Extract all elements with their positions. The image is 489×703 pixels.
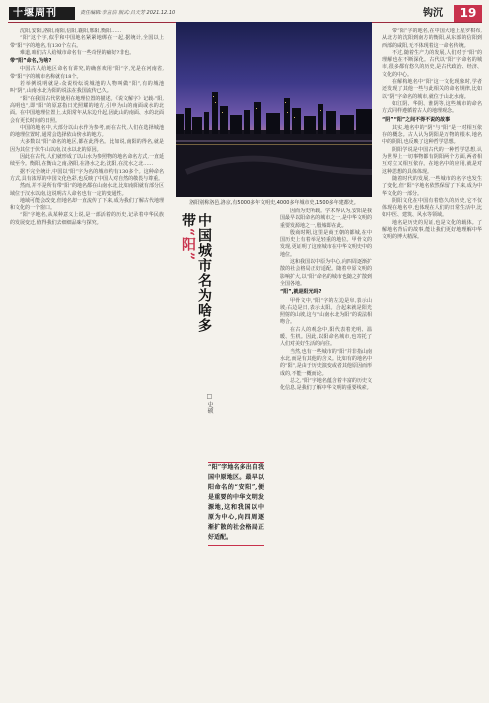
- paragraph: 地域可能会改变,但地名却一直流传了下来,成为我们了解古代地理和文化的一个窗口。: [10, 197, 164, 212]
- paragraph: 中国古人给地区命名有讲究,的确喜欢用“阳”字,光是在河南省,带“阳”字的城市名称就有18个。: [10, 66, 164, 80]
- headline-main: 中国城市名为啥多带: [180, 213, 212, 333]
- masthead: [0, 0, 489, 20]
- paragraph: 如江阴、华阴、淮阴等,这些城市的命名方式同样遵循着古人的地理观念。: [382, 100, 482, 115]
- article-headline: [178, 213, 212, 363]
- paragraph: 然而,并不是所有带“阳”的地名都在山南水北,比如南阳就有部分区域位于汉水以南,这说明古人命名也有一定的变通性。: [10, 183, 164, 197]
- headline-highlight: “阳”: [180, 228, 196, 262]
- subheading: “阴”“阳”之间不得不说的故事: [382, 116, 451, 123]
- paragraph: 随着时代的发展,一些城市的名字也发生了变化,但“阳”字地名依然保留了下来,成为中华文化的一部分。: [382, 175, 482, 197]
- paragraph: “阳”字地名,从某种意义上说,是一部活着的历史,记录着中华民族的发展变迁,值得我们去细细品味与探究。: [10, 212, 164, 226]
- page-number: 19: [454, 5, 482, 22]
- brand-block: [9, 7, 75, 20]
- paragraph: 这和我国以中原为中心,向四周逐渐扩散的社会格局正好适配。随着中原文明的影响扩大,以“阳”命名的城市也随之扩散到全国各地。: [280, 259, 372, 287]
- section-title: 钩沉: [423, 8, 443, 19]
- subheading: “阳”,就是阳光吗?: [280, 289, 322, 296]
- skyline-illustration: [176, 22, 372, 197]
- column-left: [10, 28, 164, 698]
- paragraph: 沈阳,安阳,洛阳,南阳,信阳,襄阳,邢阳,衡阳……: [20, 28, 122, 34]
- editor-credits: 责任编辑:李言信 版式:吕天芳 2021.12.10: [80, 10, 176, 16]
- paragraph: “阳”在我国古代常使用在地理位置的描述。《说文解字》记载:“阳,高明也”,即“阳”的原意指日光照耀的地方,引申为山的南面或水的北面。在中国地理位置上,太阳常年从东边升起,因此山的南面、水的北面会有更长时间的日照。: [10, 95, 164, 124]
- paragraph: 因此在古代,人们就形成了以山水为参照物的地名命名方式,一直延续至今。衡阳,在衡山之南;洛阳,在洛水之北;沈阳,在沈水之北……: [10, 154, 164, 168]
- column-middle: [280, 208, 372, 698]
- paragraph: 带“阳”字的地名,在中国大地上星罗棋布,从北方的沈阳到南方的衡阳,从东部的信阳到西部的咸阳,无不体现着这一命名传统。: [382, 28, 482, 49]
- pull-quote-box: [208, 462, 264, 546]
- brand-title: 十堰周刊: [13, 8, 57, 19]
- paragraph: 其实,地名中的“阴”与“阳”是一对相互依存的概念。古人认为阴阳是万物的根本,地名中的阴阳,也反映了这种哲学思想。: [382, 124, 482, 146]
- pull-quote: “阳”字地名多出自我国中原地区。最早以阳命名的“安阳”,便是重要的中华文明发源地,这和我国以中原为中心,向四周逐渐扩散的社会格局正好适配。: [208, 464, 264, 541]
- paragraph: 在解构地名中“阳”这一文化现象时,学者还发现了其他一些与此相关的命名规律,比如以“阴”字命名的城市,就位于山北水南。: [382, 79, 482, 100]
- paragraph: 甲骨文中,“阳”字的左边是阜,表示山坡;右边是日,表示太阳。合起来就是阳光照射的山坡,这与“山南水北为阳”的说法相吻合。: [280, 297, 372, 326]
- paragraph: 大多数以“阳”命名的地区,都在此得名。比如说,南阳的得名,就是因为其位于伏牛山以南,汉水以北的原因。: [10, 139, 164, 153]
- subheading: 带“阳”命名,为啥?: [10, 58, 52, 65]
- city-night-photo: [176, 22, 372, 197]
- column-right: [382, 28, 482, 698]
- paragraph: 阴阳文化在中国有着悠久的历史,它不仅体现在地名中,也体现在人们的日常生活中,比如中医、建筑、风水等领域。: [382, 197, 482, 219]
- paragraph: 当然,也有一些城市的“阳”并非指山南水北,而是有其他的含义。比如有的地名中的“阳”,是由于历史演变或者其他原因而形成的,不能一概而论。: [280, 348, 372, 377]
- photo-caption: 洛阳别称洛邑,洛京,有5000多年文明史,4000多年城市史,1500多年建都史。: [189, 200, 359, 206]
- paragraph: 地名是历史的见证,也是文化的载体。了解地名背后的故事,能让我们更好地理解中华文明的博大精深。: [382, 219, 482, 241]
- paragraph: 若举例说明就是:众说纷纭说城池的人物叫做“阳”,有的城池叫“阴”,山南水北为阳的说法在我国流传已久。: [10, 81, 164, 95]
- paragraph: 总之,“阳”字地名蕴含着丰富的历史文化信息,是我们了解中华文明的重要线索。: [280, 377, 372, 392]
- paragraph: 阴阳学说是中国古代的一种哲学思想,认为世界上一切事物都有阴阳两个方面,两者相互对立又相互依存。在地名中的应用,就是对这种思想的具体体现。: [382, 146, 482, 175]
- paragraph: 据不完全统计,中国以“阳”字为名的城市约有130多个。这种命名方式,具有浓厚的中国文化色彩,也反映了中国人对自然的敬畏与尊重。: [10, 168, 164, 182]
- paragraph: 在古人的观念中,阳代表着光明、温暖、生机。因此,以阳命名城市,也寄托了人们对美好生活的向往。: [280, 326, 372, 348]
- paragraph: 难道,咱们古人给城市命名有一些奇怪的癖好?非也。: [20, 49, 135, 56]
- paragraph: 中国的地名中,大部分以山水作为参考,而在古代,人们在选择城池的地理位置时,通常会选择依山傍水的地方。: [10, 124, 164, 139]
- paragraph: “阳”这个字,似乎和中国地名紧紧地绑在一起,据统计,全国以上带“阳”字的地名,有130个左右。: [10, 35, 164, 49]
- paragraph: 因而为史所载。学术界认为,安阳是我国最早以阳命名的城市之一,是中华文明的重要发源地之一,殷墟即在此。: [280, 208, 372, 229]
- paragraph: 殷商时期,这里是商王朝的都城,在中国历史上有着举足轻重的地位。甲骨文的发现,更证明了这座城市在中华文明史中的地位。: [280, 229, 372, 258]
- author-byline: □ 史硕: [206, 393, 213, 414]
- paragraph: 不过,随着生产力的发展,人们对于“阳”的理解也在不断深化。古代以“阳”字命名的城市,很多都有悠久的历史,是古代政治、经济、文化的中心。: [382, 49, 482, 78]
